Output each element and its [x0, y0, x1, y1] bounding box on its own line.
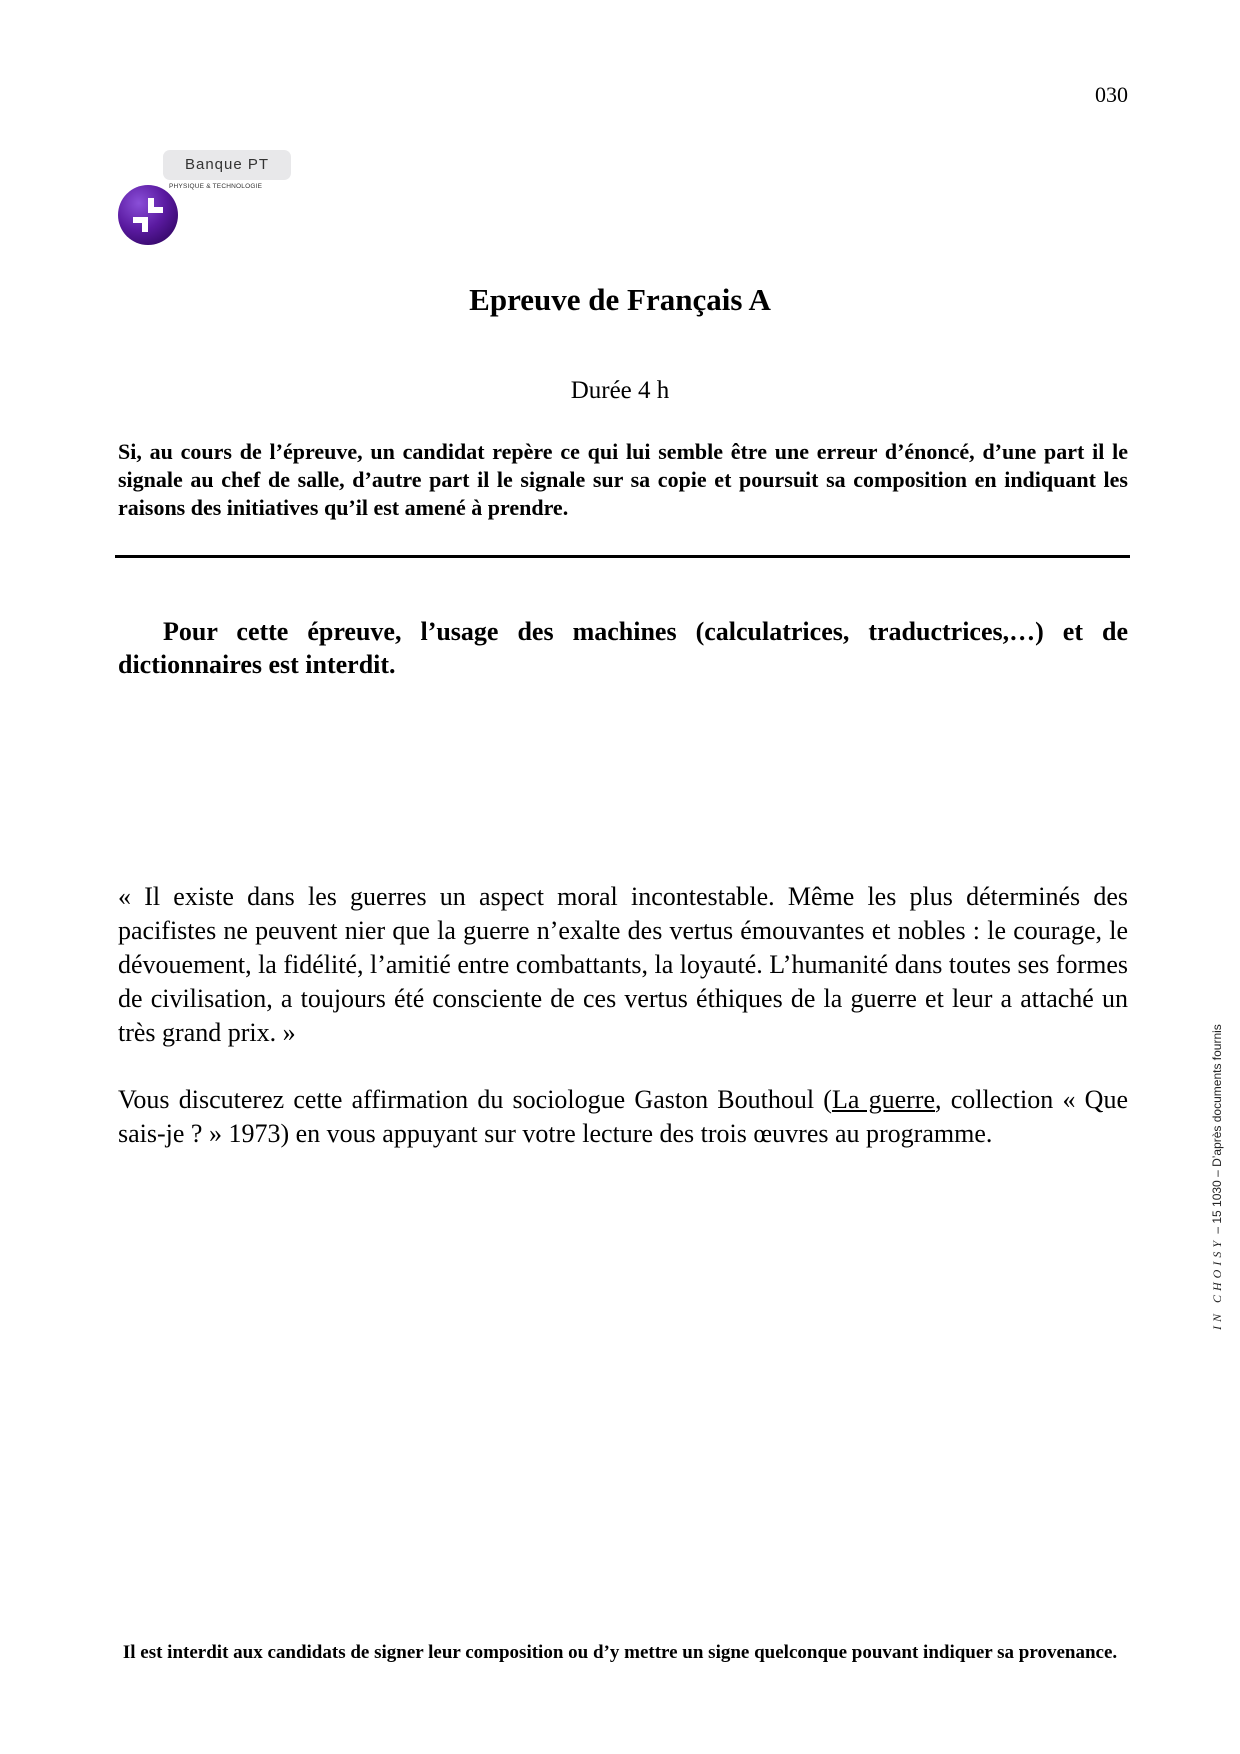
logo-circle-icon [117, 184, 179, 246]
subject-text-after: , collection « Que sais-je ? » 1973) en vous appuyant sur votre lecture des trois œuvres au programme. [118, 1085, 1128, 1148]
horizontal-rule [115, 555, 1130, 558]
page-number: 030 [1095, 82, 1128, 107]
book-title: La guerre [831, 1085, 936, 1114]
error-warning-paragraph: Si, au cours de l’épreuve, un candidat repère ce qui lui semble être une erreur d’énoncé, d’une part il le signale au chef de salle, d’autre part il le signale sur sa copie et poursuit sa composition en indiquant les raisons des initiatives qu’il est amené à prendre. [118, 439, 1128, 520]
printer-name: IN CHOISY [1210, 1236, 1224, 1330]
subject-paragraph [118, 1083, 1128, 1151]
calculator-notice: Pour cette épreuve, l’usage des machines (calculatrices, traductrices,…) et de dictionnaires est interdit. [118, 617, 1128, 679]
page-title: Epreuve de Français A [469, 282, 771, 317]
printer-reference: – 15 1030 – D’après documents fournis [1210, 1024, 1224, 1237]
logo-tagline: PHYSIQUE & TECHNOLOGIE [169, 183, 263, 190]
logo-badge: Banque PT [163, 150, 291, 180]
quote-paragraph: « Il existe dans les guerres un aspect moral incontestable. Même les plus déterminés des pacifistes ne peuvent nier que la guerre n’exalte des vertus émouvantes et nobles : le courage, le dévouement, la fidélité, l’amitié entre combattants, la loyauté. L’humanité dans toutes ses formes de civilisation, a toujours été consciente de ces vertus éthiques de la guerre et leur a attaché un très grand prix. » [118, 882, 1128, 1047]
subject-text-before: Vous discuterez cette affirmation du sociologue Gaston Bouthoul ( [118, 1085, 832, 1114]
exam-duration: Durée 4 h [570, 377, 670, 404]
banque-pt-logo [115, 148, 295, 248]
footer-notice: Il est interdit aux candidats de signer leur composition ou d’y mettre un signe quelconque pouvant indiquer sa provenance. [122, 1642, 1118, 1663]
